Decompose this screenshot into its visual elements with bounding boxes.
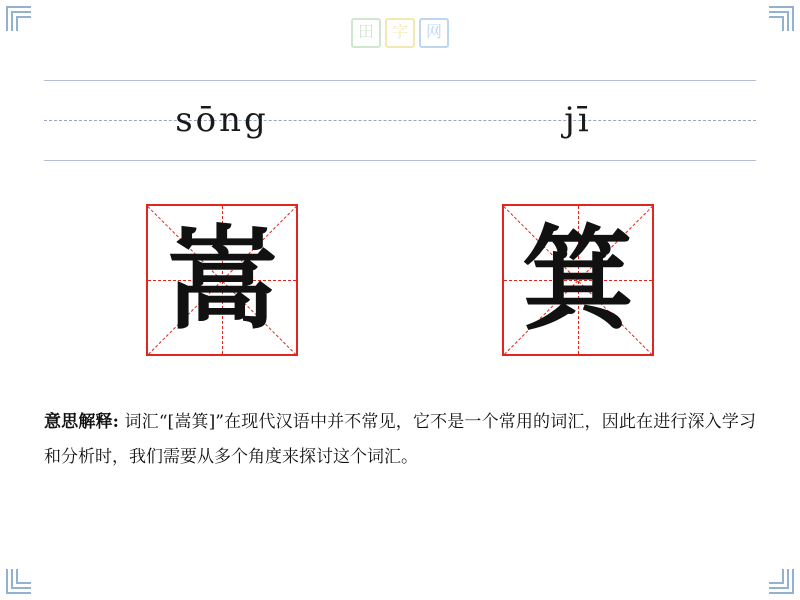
character-cell-2: [400, 200, 756, 360]
pinyin-2: jī: [564, 100, 592, 140]
staff-line-bottom: [44, 160, 756, 161]
explanation-paragraph: [44, 405, 756, 475]
watermark-char-3: 网: [419, 18, 449, 48]
pinyin-row: [44, 80, 756, 160]
corner-ornament-top-left: [6, 6, 32, 32]
watermark-char-1: 田: [351, 18, 381, 48]
corner-ornament-bottom-right: [768, 568, 794, 594]
pinyin-1: sōng: [175, 100, 269, 140]
character-row: [44, 200, 756, 360]
character-cell-1: [44, 200, 400, 360]
corner-ornament-top-right: [768, 6, 794, 32]
corner-ornament-bottom-left: [6, 568, 32, 594]
tianzige-grid-1: [146, 204, 298, 356]
character-glyph-2: 箕: [522, 215, 634, 345]
explanation-text: 词汇“[嵩箕]”在现代汉语中并不常见，它不是一个常用的词汇，因此在进行深入学习和分析时，我们需要从多个角度来探讨这个词汇。: [44, 412, 757, 467]
watermark-char-2: 字: [385, 18, 415, 48]
character-glyph-1: 嵩: [166, 215, 278, 345]
tianzige-grid-2: [502, 204, 654, 356]
explanation-label: 意思解释:: [44, 412, 119, 432]
watermark-logo: [351, 18, 449, 48]
